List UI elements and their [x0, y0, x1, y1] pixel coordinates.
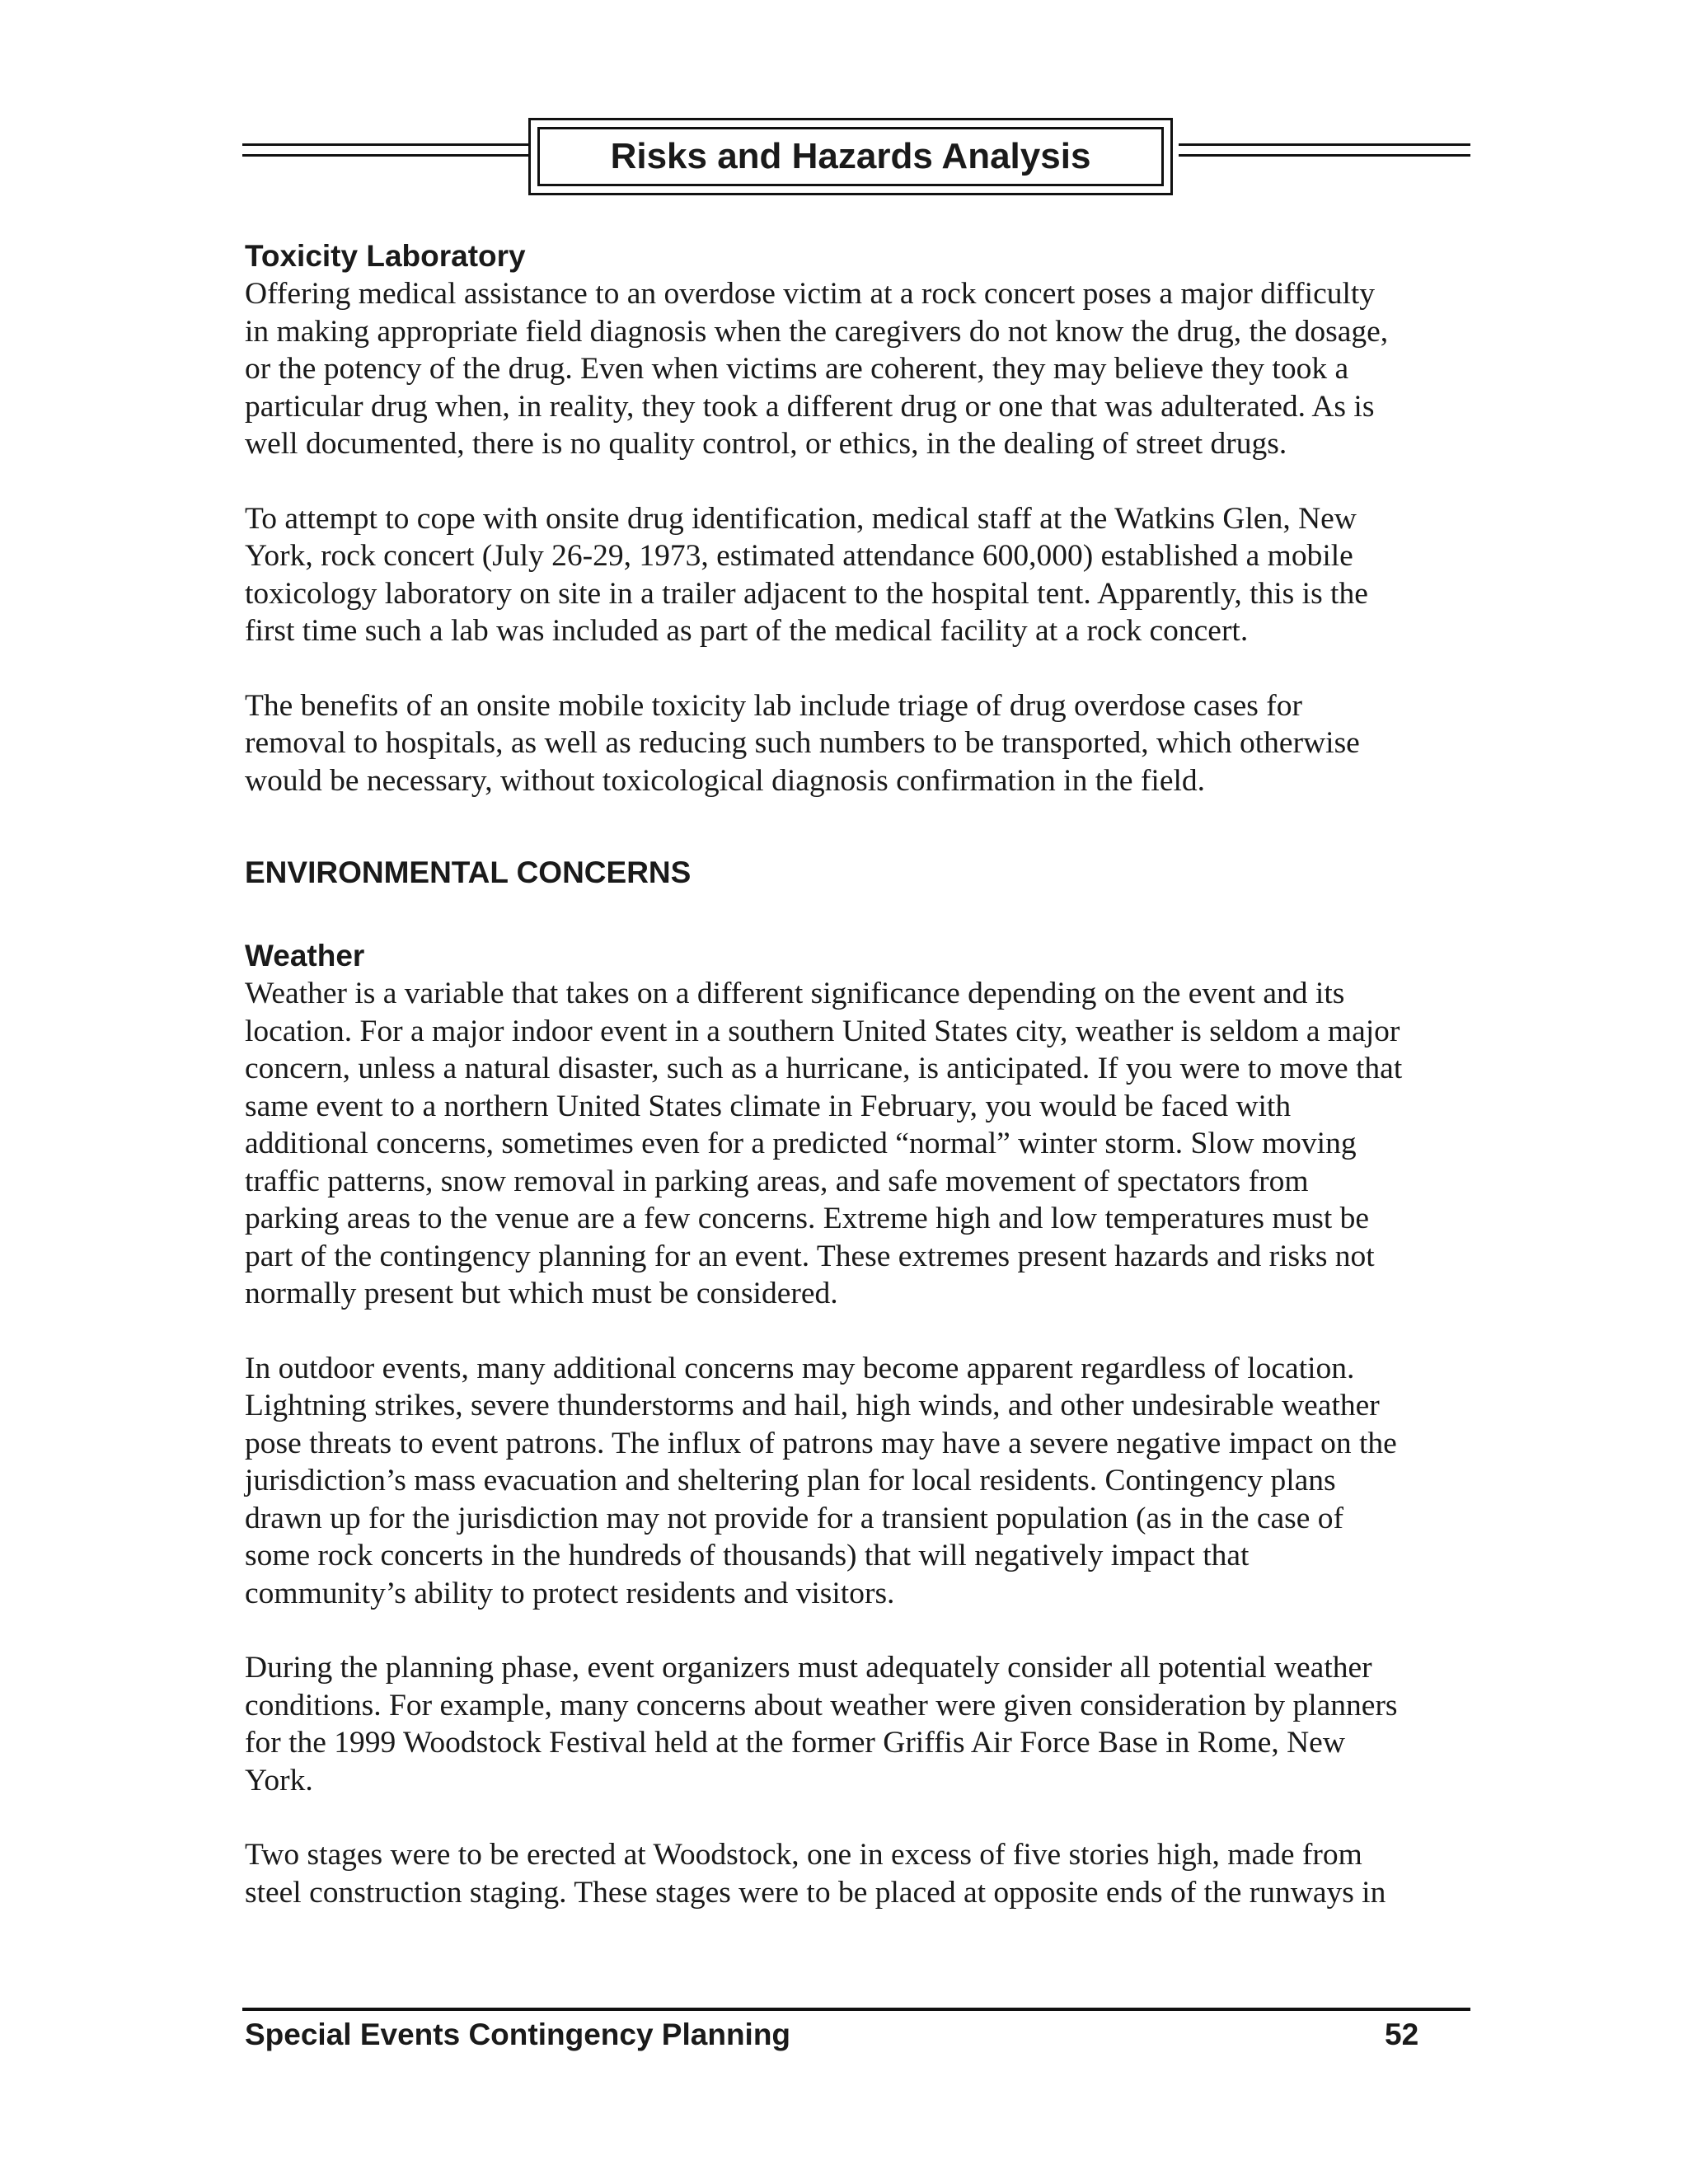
text-line: normally present but which must be considered. — [245, 1277, 838, 1310]
text-line: or the potency of the drug. Even when victims are coherent, they may believe they took a — [245, 352, 1349, 386]
text-line: concern, unless a natural disaster, such as a hurricane, is anticipated. If you were to move that — [245, 1052, 1403, 1085]
text-line: Two stages were to be erected at Woodstock, one in excess of five stories high, made from — [245, 1838, 1362, 1872]
text-line: York, rock concert (July 26-29, 1973, estimated attendance 600,000) established a mobile — [245, 539, 1353, 573]
text-line: drawn up for the jurisdiction may not provide for a transient population (as in the case of — [245, 1501, 1343, 1535]
text-line: Offering medical assistance to an overdose victim at a rock concert poses a major difficulty — [245, 277, 1376, 311]
text-line: would be necessary, without toxicological diagnosis confirmation in the field. — [245, 763, 1206, 798]
subheading-toxicity-laboratory: Toxicity Laboratory — [245, 239, 526, 273]
text-line: first time such a lab was included as part of the medical facility at a rock concert. — [245, 614, 1249, 648]
text-line: same event to a northern United States climate in February, you would be faced with — [245, 1089, 1292, 1123]
text-line: in making appropriate field diagnosis when the caregivers do not know the drug, the dosage, — [245, 314, 1389, 349]
text-line: steel construction staging. These stages were to be placed at opposite ends of the runways in — [245, 1875, 1386, 1910]
text-line: toxicology laboratory on site in a trailer adjacent to the hospital tent. Apparently, this is the — [245, 576, 1368, 611]
text-line: particular drug when, in reality, they took a different drug or one that was adulterated. As is — [245, 389, 1375, 424]
paragraph — [245, 975, 1481, 1313]
text-line: well documented, there is no quality control, or ethics, in the dealing of street drugs. — [245, 427, 1287, 461]
paragraph — [245, 1836, 1481, 1911]
text-line: Lightning strikes, severe thunderstorms and hail, high winds, and other undesirable weather — [245, 1389, 1380, 1422]
paragraph — [245, 275, 1481, 463]
text-line: York. — [245, 1763, 313, 1797]
page-number: 52 — [1385, 2018, 1419, 2051]
text-line: Weather is a variable that takes on a different significance depending on the event and its — [245, 977, 1345, 1010]
paragraph — [245, 1350, 1481, 1613]
section-heading-environmental-concerns: ENVIRONMENTAL CONCERNS — [245, 855, 692, 889]
text-line: The benefits of an onsite mobile toxicity lab include triage of drug overdose cases for — [245, 688, 1302, 723]
text-line: removal to hospitals, as well as reducing such numbers to be transported, which otherwise — [245, 726, 1360, 760]
text-line: additional concerns, sometimes even for a predicted “normal” winter storm. Slow moving — [245, 1127, 1357, 1160]
text-line: part of the contingency planning for an event. These extremes present hazards and risks not — [245, 1239, 1375, 1273]
text-line: jurisdiction’s mass evacuation and sheltering plan for local residents. Contingency plans — [245, 1464, 1336, 1497]
paragraph — [245, 687, 1481, 800]
text-line: location. For a major indoor event in a southern United States city, weather is seldom a major — [245, 1014, 1400, 1048]
text-line: To attempt to cope with onsite drug identification, medical staff at the Watkins Glen, New — [245, 501, 1357, 536]
text-line: In outdoor events, many additional concerns may become apparent regardless of location. — [245, 1351, 1355, 1385]
text-line: conditions. For example, many concerns about weather were given consideration by planners — [245, 1688, 1398, 1722]
text-line: pose threats to event patrons. The influx of patrons may have a severe negative impact on the — [245, 1426, 1397, 1460]
text-line: traffic patterns, snow removal in parking areas, and safe movement of spectators from — [245, 1164, 1309, 1198]
footer-rule — [242, 2008, 1470, 2011]
paragraph — [245, 1649, 1481, 1799]
subheading-weather: Weather — [245, 939, 365, 972]
chapter-title: Risks and Hazards Analysis — [537, 127, 1164, 186]
chapter-title-box — [528, 118, 1173, 195]
header-rule-left — [242, 143, 531, 157]
header-rule-right — [1179, 143, 1470, 157]
text-line: for the 1999 Woodstock Festival held at the former Griffis Air Force Base in Rome, New — [245, 1726, 1345, 1760]
page-body — [245, 237, 1481, 1911]
text-line: community’s ability to protect residents and visitors. — [245, 1576, 895, 1610]
text-line: During the planning phase, event organizers must adequately consider all potential weather — [245, 1651, 1372, 1685]
paragraph — [245, 500, 1481, 650]
footer-document-title: Special Events Contingency Planning — [245, 2018, 791, 2051]
text-line: some rock concerts in the hundreds of thousands) that will negatively impact that — [245, 1539, 1250, 1572]
text-line: parking areas to the venue are a few concerns. Extreme high and low temperatures must be — [245, 1202, 1370, 1235]
